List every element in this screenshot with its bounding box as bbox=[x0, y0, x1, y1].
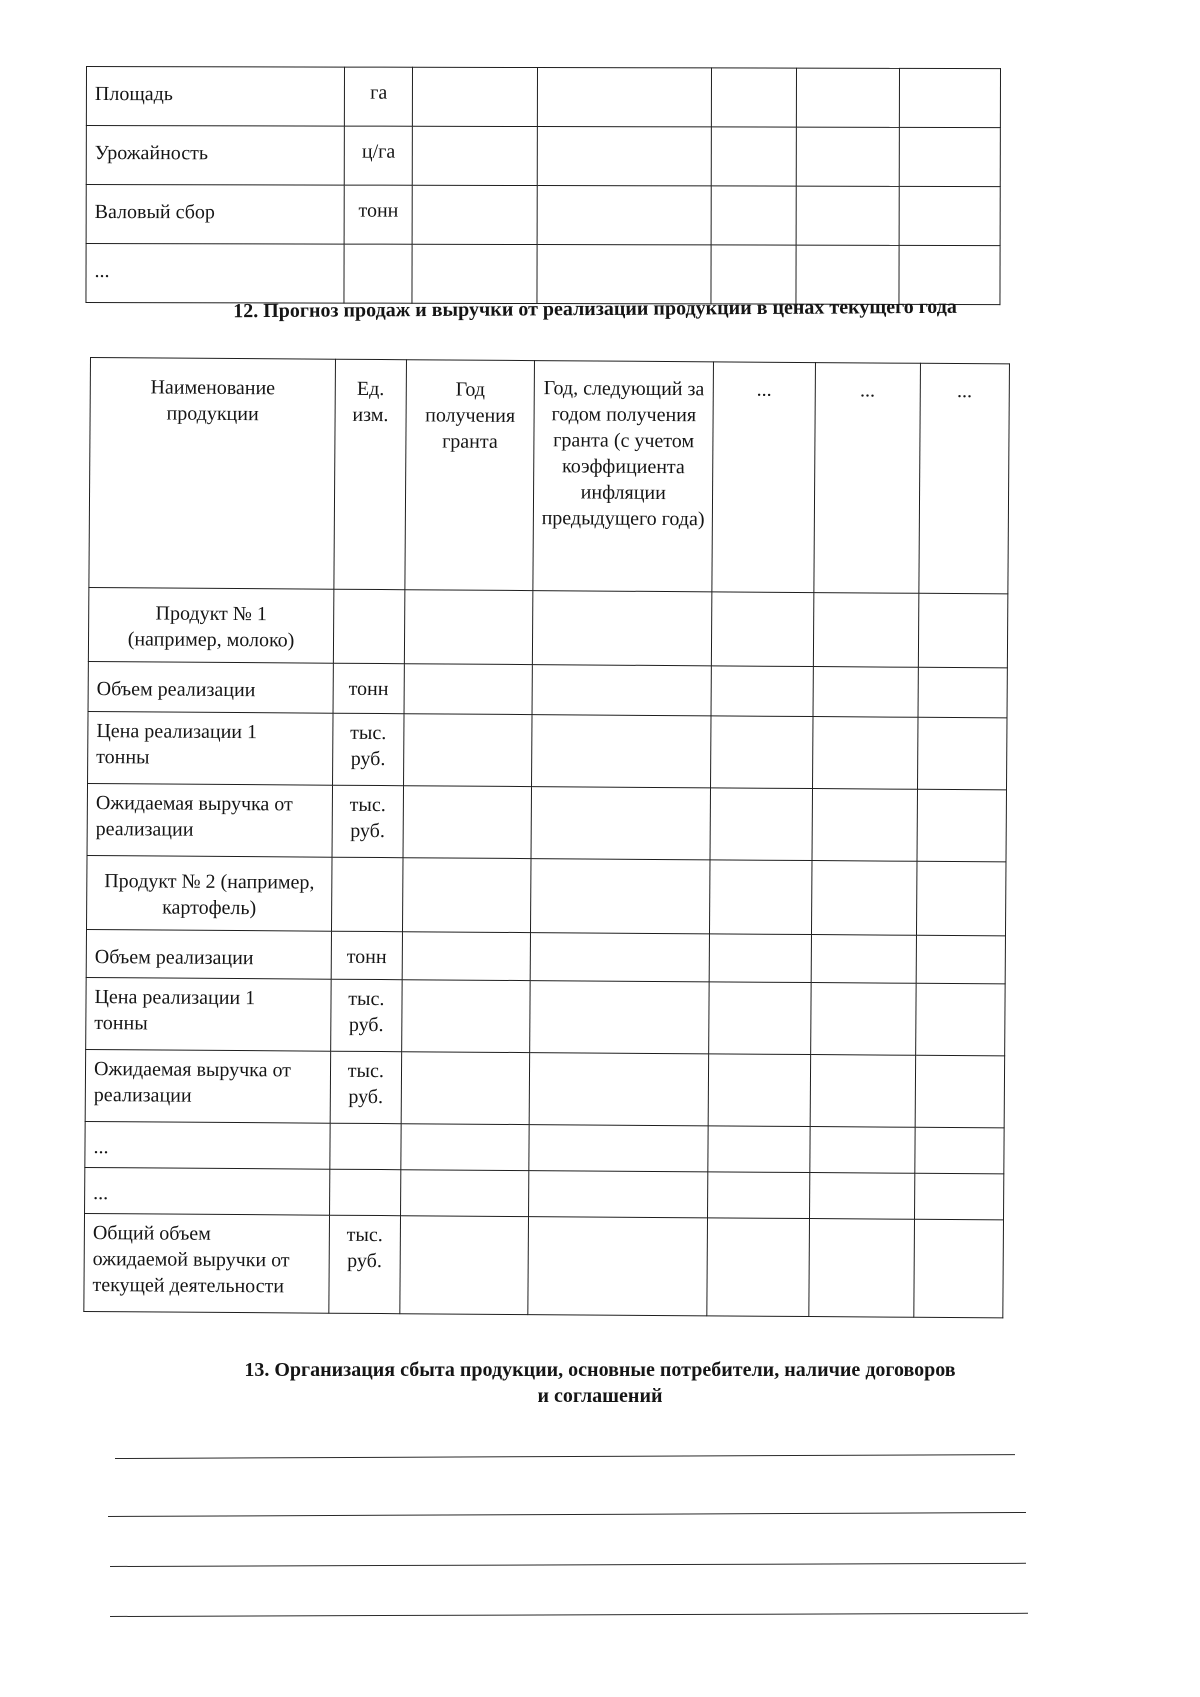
input-cell[interactable] bbox=[401, 980, 530, 1053]
input-cell[interactable] bbox=[708, 1054, 810, 1127]
input-cell[interactable] bbox=[528, 1217, 707, 1316]
row-label: Объем реализации bbox=[88, 661, 333, 713]
table-row bbox=[86, 185, 1000, 246]
product-1-label: Продукт № 1 (например, молоко) bbox=[88, 587, 334, 663]
input-cell[interactable] bbox=[810, 983, 915, 1056]
input-cell[interactable] bbox=[809, 1173, 914, 1220]
input-cell[interactable] bbox=[403, 714, 532, 787]
table-row bbox=[86, 977, 1005, 1055]
input-cell[interactable] bbox=[899, 127, 1000, 186]
row-unit: тонн bbox=[344, 185, 412, 244]
table-row bbox=[86, 929, 1005, 983]
row-label: Ожидаемая выручка от реализации bbox=[87, 783, 333, 857]
input-cell[interactable] bbox=[711, 127, 797, 186]
row-unit: тонн bbox=[331, 931, 402, 979]
section-13-heading-line-1: 13. Организация сбыта продукции, основные потребители, наличие договоров bbox=[244, 1359, 956, 1381]
row-label: Ожидаемая выручка от реализации bbox=[85, 1049, 331, 1123]
input-cell[interactable] bbox=[710, 788, 812, 861]
input-cell[interactable] bbox=[810, 1127, 915, 1174]
header-name: Наименование продукции bbox=[89, 358, 336, 590]
input-cell[interactable] bbox=[917, 717, 1007, 790]
input-cell[interactable] bbox=[537, 68, 711, 127]
row-unit bbox=[344, 244, 412, 303]
row-label: Цена реализации 1 тонны bbox=[88, 711, 334, 785]
crop-table bbox=[85, 66, 1001, 305]
input-cell[interactable] bbox=[710, 860, 812, 935]
input-cell[interactable] bbox=[711, 666, 813, 717]
row-unit bbox=[330, 1123, 401, 1169]
input-cell[interactable] bbox=[915, 983, 1005, 1056]
table-row bbox=[88, 587, 1007, 667]
input-cell[interactable] bbox=[812, 717, 917, 790]
header-year-next: Год, следующий за годом получения гранта (с учетом коэффициента инфляции предыдущего года) bbox=[533, 361, 713, 592]
row-unit bbox=[330, 1169, 401, 1215]
input-cell[interactable] bbox=[708, 1126, 810, 1173]
input-cell[interactable] bbox=[811, 861, 916, 936]
total-revenue-label: Общий объем ожидаемой выручки от текущей деятельности bbox=[84, 1213, 330, 1313]
row-unit bbox=[333, 589, 404, 663]
input-cell[interactable] bbox=[404, 590, 533, 665]
input-cell[interactable] bbox=[530, 1053, 709, 1126]
input-cell[interactable] bbox=[711, 186, 797, 245]
row-unit: тыс. руб. bbox=[329, 1215, 400, 1313]
table-row bbox=[85, 1049, 1004, 1127]
table-header-row bbox=[89, 358, 1010, 594]
row-label-ellipsis: ... bbox=[85, 1167, 330, 1215]
input-cell[interactable] bbox=[811, 935, 916, 984]
input-cell[interactable] bbox=[707, 1218, 809, 1317]
input-cell[interactable] bbox=[529, 1171, 708, 1218]
row-unit: тыс. руб. bbox=[330, 1051, 401, 1123]
input-cell[interactable] bbox=[796, 186, 899, 245]
table-row bbox=[85, 1121, 1004, 1173]
row-unit: га bbox=[345, 67, 413, 126]
input-cell[interactable] bbox=[400, 1170, 529, 1217]
row-label-ellipsis: ... bbox=[85, 1121, 330, 1169]
input-cell[interactable] bbox=[711, 68, 797, 127]
answer-line[interactable] bbox=[110, 1613, 1028, 1617]
input-cell[interactable] bbox=[531, 859, 710, 934]
input-cell[interactable] bbox=[404, 664, 533, 715]
input-cell[interactable] bbox=[403, 786, 532, 859]
row-unit: тыс. руб. bbox=[333, 713, 404, 785]
sales-forecast-table bbox=[83, 357, 1010, 1318]
section-13-heading-line-2: и соглашений bbox=[537, 1385, 663, 1407]
header-col-5: ... bbox=[712, 362, 815, 593]
answer-line[interactable] bbox=[108, 1512, 1026, 1517]
input-cell[interactable] bbox=[530, 981, 709, 1054]
input-cell[interactable] bbox=[916, 861, 1006, 936]
header-year-grant: Год получения гранта bbox=[405, 360, 535, 591]
input-cell[interactable] bbox=[711, 592, 813, 667]
row-unit bbox=[332, 857, 403, 931]
input-cell[interactable] bbox=[711, 716, 813, 789]
input-cell[interactable] bbox=[537, 186, 711, 245]
input-cell[interactable] bbox=[532, 665, 711, 716]
row-unit: тонн bbox=[333, 663, 404, 713]
input-cell[interactable] bbox=[812, 789, 917, 862]
input-cell[interactable] bbox=[813, 667, 918, 718]
table-row bbox=[87, 855, 1006, 935]
row-label-area: Площадь bbox=[86, 67, 344, 127]
row-label: Объем реализации bbox=[86, 929, 331, 979]
input-cell[interactable] bbox=[529, 1125, 708, 1172]
input-cell[interactable] bbox=[532, 715, 711, 788]
input-cell[interactable] bbox=[917, 789, 1007, 862]
section-13-heading bbox=[95, 1357, 1105, 1409]
input-cell[interactable] bbox=[531, 933, 710, 982]
input-cell[interactable] bbox=[531, 787, 710, 860]
input-cell[interactable] bbox=[537, 127, 711, 186]
input-cell[interactable] bbox=[809, 1219, 915, 1318]
input-cell[interactable] bbox=[533, 591, 712, 666]
table-row bbox=[86, 126, 1000, 187]
input-cell[interactable] bbox=[400, 1216, 529, 1315]
answer-line[interactable] bbox=[115, 1454, 1015, 1459]
input-cell[interactable] bbox=[708, 1172, 810, 1219]
input-cell[interactable] bbox=[913, 1219, 1003, 1318]
input-cell[interactable] bbox=[709, 982, 811, 1055]
input-cell[interactable] bbox=[412, 244, 537, 303]
input-cell[interactable] bbox=[899, 186, 1000, 245]
input-cell[interactable] bbox=[797, 68, 900, 127]
input-cell[interactable] bbox=[413, 67, 538, 126]
row-label: Цена реализации 1 тонны bbox=[86, 977, 332, 1051]
input-cell[interactable] bbox=[914, 1127, 1004, 1174]
input-cell[interactable] bbox=[412, 126, 537, 185]
row-unit: ц/га bbox=[345, 126, 413, 185]
section-12-heading: 12. Прогноз продаж и выручки от реализации продукции в ценах текущего года bbox=[233, 295, 957, 323]
input-cell[interactable] bbox=[915, 1055, 1005, 1128]
table-row bbox=[84, 1213, 1004, 1317]
input-cell[interactable] bbox=[401, 1124, 530, 1171]
input-cell[interactable] bbox=[918, 593, 1008, 668]
row-label-ellipsis: ... bbox=[86, 244, 344, 304]
input-cell[interactable] bbox=[900, 68, 1001, 127]
table-row bbox=[87, 783, 1006, 861]
row-unit: тыс. руб. bbox=[332, 785, 403, 857]
input-cell[interactable] bbox=[402, 858, 531, 933]
input-cell[interactable] bbox=[402, 932, 531, 981]
table-row bbox=[88, 711, 1007, 789]
input-cell[interactable] bbox=[401, 1052, 530, 1125]
input-cell[interactable] bbox=[916, 935, 1006, 984]
answer-line[interactable] bbox=[110, 1563, 1026, 1567]
input-cell[interactable] bbox=[813, 593, 918, 668]
header-unit: Ед. изм. bbox=[334, 359, 406, 589]
row-unit: тыс. руб. bbox=[331, 979, 402, 1051]
header-col-6: ... bbox=[814, 363, 920, 594]
input-cell[interactable] bbox=[914, 1173, 1004, 1220]
table-row bbox=[85, 1167, 1004, 1219]
product-2-label: Продукт № 2 (например, картофель) bbox=[87, 855, 333, 931]
table-row bbox=[86, 67, 1000, 128]
input-cell[interactable] bbox=[797, 127, 900, 186]
header-col-7: ... bbox=[919, 363, 1010, 594]
row-label-yield: Урожайность bbox=[86, 126, 344, 186]
row-label-gross: Валовый сбор bbox=[86, 185, 344, 245]
table-row bbox=[88, 661, 1007, 717]
input-cell[interactable] bbox=[810, 1055, 915, 1128]
input-cell[interactable] bbox=[412, 185, 537, 244]
input-cell[interactable] bbox=[709, 934, 811, 983]
input-cell[interactable] bbox=[918, 667, 1008, 718]
